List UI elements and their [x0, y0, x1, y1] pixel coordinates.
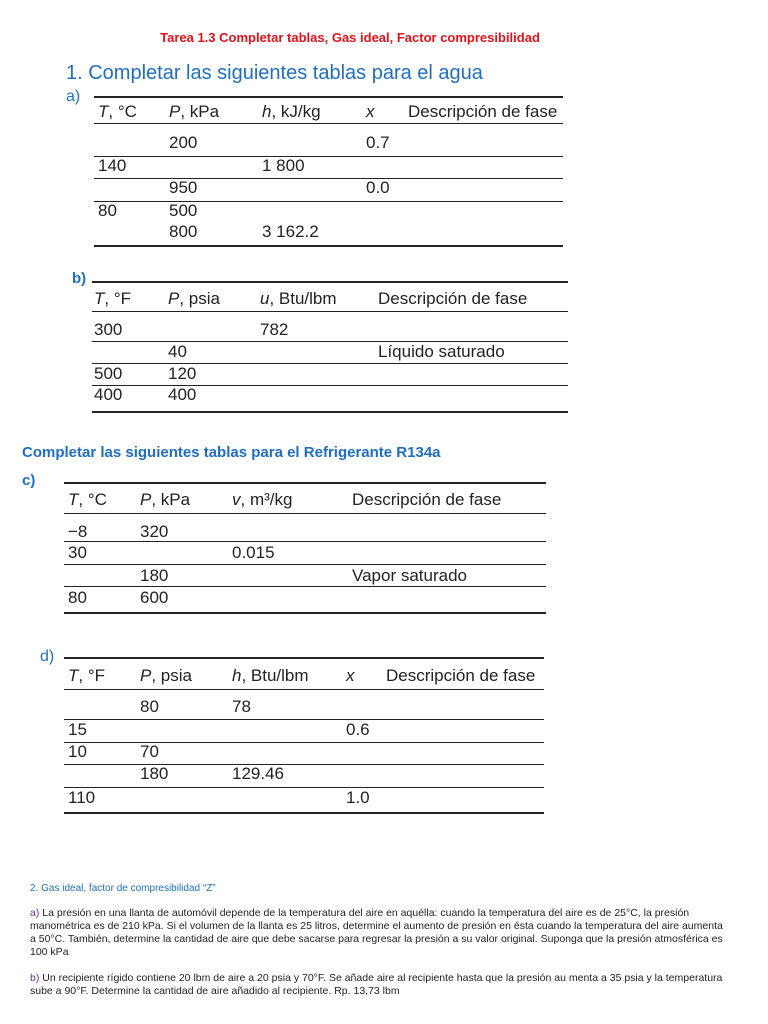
- header-symbol: P: [140, 490, 152, 509]
- table-cell: 500: [169, 201, 198, 220]
- table-header-cell: [346, 666, 355, 686]
- table-rule: [92, 411, 568, 413]
- problem-b: [30, 972, 730, 998]
- table-cell: 800: [169, 222, 198, 241]
- table-cell: 3 162.2: [262, 222, 319, 241]
- problem-b-label: b): [30, 972, 40, 984]
- table-cell: 500: [94, 364, 123, 383]
- table-b-label: b): [72, 270, 87, 287]
- problem-a: [30, 907, 730, 959]
- table-rule: [64, 812, 544, 814]
- header-symbol: P: [140, 666, 152, 685]
- table-a-label: a): [66, 88, 81, 105]
- table-header-cell: [168, 289, 220, 309]
- table-cell: 40: [168, 342, 187, 361]
- table-cell: 10: [68, 742, 87, 761]
- header-unit: , °F: [104, 289, 132, 308]
- table-rule: [64, 612, 546, 614]
- table-header-cell: [98, 102, 137, 122]
- table-cell: 120: [168, 364, 197, 383]
- table-header-cell: [352, 490, 501, 510]
- table-cell: 0.015: [232, 543, 275, 562]
- header-symbol: T: [98, 102, 109, 121]
- table-cell: 15: [68, 720, 87, 739]
- table-header-cell: [262, 102, 321, 122]
- table-cell: Vapor saturado: [352, 566, 467, 585]
- table-header-cell: [140, 666, 192, 686]
- table-rule: [94, 123, 563, 124]
- table-header-cell: [366, 102, 375, 122]
- page-title: Tarea 1.3 Completar tablas, Gas ideal, Factor compresibilidad: [160, 30, 540, 45]
- table-rule: [92, 363, 568, 364]
- header-unit: , °F: [78, 666, 106, 685]
- table-header-cell: [386, 666, 535, 686]
- header-symbol: T: [94, 289, 105, 308]
- table-rule: [64, 564, 546, 565]
- table-cell: 1.0: [346, 788, 370, 807]
- table-c: [64, 482, 546, 615]
- problem-a-label: a): [30, 907, 40, 919]
- table-rule: [64, 541, 546, 542]
- table-rule: [94, 96, 563, 98]
- r134a-heading: Completar las siguientes tablas para el Refrigerante R134a: [22, 444, 441, 461]
- table-header-cell: [140, 490, 190, 510]
- section2-heading: 2. Gas ideal, factor de compresibilidad “Z”: [30, 883, 216, 894]
- table-cell: 129.46: [232, 764, 284, 783]
- table-cell: 80: [68, 588, 87, 607]
- table-cell: 140: [98, 156, 127, 175]
- table-cell: 110: [68, 788, 96, 807]
- table-rule: [92, 385, 568, 386]
- header-symbol: P: [168, 289, 180, 308]
- problem-a-text: La presión en una llanta de automóvil depende de la temperatura del aire en aquélla: cuando la temperatura del aire es de 25°C, la presión manométrica es de 210 kPa. Si el volumen de la llanta es 25 litros, determine el aumento de presión en ésta cuando la temperatura del aire aumenta a 50°C. También, determine la cantidad de aire que debe sacarse para regresar la presión a su valor original. Suponga que la presión atmosférica es 100 kPa: [30, 907, 723, 958]
- header-unit: , psia: [151, 666, 192, 685]
- table-rule: [64, 787, 544, 788]
- table-cell: −8: [68, 522, 88, 541]
- table-rule: [94, 156, 563, 157]
- table-rule: [94, 245, 563, 247]
- section1-heading: 1. Completar las siguientes tablas para el agua: [66, 62, 483, 84]
- header-symbol: P: [169, 102, 181, 121]
- table-b: [92, 281, 568, 414]
- table-rule: [94, 201, 563, 202]
- table-a: [94, 96, 563, 248]
- table-header-cell: [68, 666, 105, 686]
- header-symbol: T: [68, 490, 79, 509]
- header-unit: Descripción de fase: [386, 666, 536, 685]
- table-cell: 300: [94, 320, 123, 339]
- table-cell: Líquido saturado: [378, 342, 505, 361]
- table-cell: 180: [140, 566, 169, 585]
- header-unit: , °C: [78, 490, 107, 509]
- header-unit: , Btu/lbm: [269, 289, 337, 308]
- header-symbol: x: [346, 666, 355, 685]
- table-rule: [94, 178, 563, 179]
- table-cell: 78: [232, 697, 251, 716]
- table-header-cell: [232, 490, 292, 510]
- table-d-label: d): [40, 648, 55, 665]
- header-symbol: x: [366, 102, 375, 121]
- table-cell: 782: [260, 320, 289, 339]
- table-cell: 180: [140, 764, 169, 783]
- table-rule: [64, 764, 544, 765]
- table-rule: [64, 719, 544, 720]
- header-unit: , psia: [179, 289, 220, 308]
- header-unit: , m³/kg: [240, 490, 293, 509]
- table-cell: 400: [168, 385, 197, 404]
- table-rule: [64, 513, 546, 514]
- header-unit: , kPa: [180, 102, 220, 121]
- table-cell: 320: [140, 522, 169, 541]
- table-cell: 0.0: [366, 178, 390, 197]
- table-header-cell: [169, 102, 219, 122]
- table-rule: [64, 482, 546, 484]
- problem-b-text: Un recipiente rígido contiene 20 lbm de aire a 20 psia y 70°F. Se añade aire al recipiente hasta que la presión au menta a 35 psia y la temperatura sube a 90°F. Determine la cantidad de aire añadido al recipiente. Rp. 13,73 lbm: [30, 972, 723, 997]
- header-unit: Descripción de fase: [378, 289, 528, 308]
- table-cell: 80: [98, 201, 117, 220]
- table-cell: 0.7: [366, 133, 390, 152]
- header-unit: , kJ/kg: [271, 102, 321, 121]
- table-header-cell: [232, 666, 309, 686]
- table-c-label: c): [22, 472, 36, 489]
- header-unit: , Btu/lbm: [241, 666, 309, 685]
- table-header-cell: [408, 102, 557, 122]
- table-rule: [92, 281, 568, 283]
- table-rule: [64, 689, 544, 690]
- table-rule: [64, 657, 544, 659]
- header-unit: Descripción de fase: [408, 102, 558, 121]
- table-d: [64, 657, 544, 815]
- table-header-cell: [260, 289, 337, 309]
- table-header-cell: [378, 289, 527, 309]
- table-cell: 200: [169, 133, 198, 152]
- table-rule: [92, 311, 568, 312]
- table-cell: 1 800: [262, 156, 305, 175]
- header-symbol: T: [68, 666, 79, 685]
- table-header-cell: [94, 289, 131, 309]
- table-cell: 950: [169, 178, 198, 197]
- header-unit: , kPa: [151, 490, 191, 509]
- table-header-cell: [68, 490, 107, 510]
- header-symbol: u: [260, 289, 270, 308]
- header-symbol: v: [232, 490, 241, 509]
- table-rule: [64, 742, 544, 743]
- table-cell: 30: [68, 543, 87, 562]
- header-unit: , °C: [108, 102, 137, 121]
- table-cell: 80: [140, 697, 159, 716]
- table-cell: 600: [140, 588, 169, 607]
- table-cell: 400: [94, 385, 123, 404]
- header-unit: Descripción de fase: [352, 490, 502, 509]
- header-symbol: h: [232, 666, 242, 685]
- table-cell: 0.6: [346, 720, 370, 739]
- table-cell: 70: [140, 742, 159, 761]
- header-symbol: h: [262, 102, 272, 121]
- table-rule: [64, 586, 546, 587]
